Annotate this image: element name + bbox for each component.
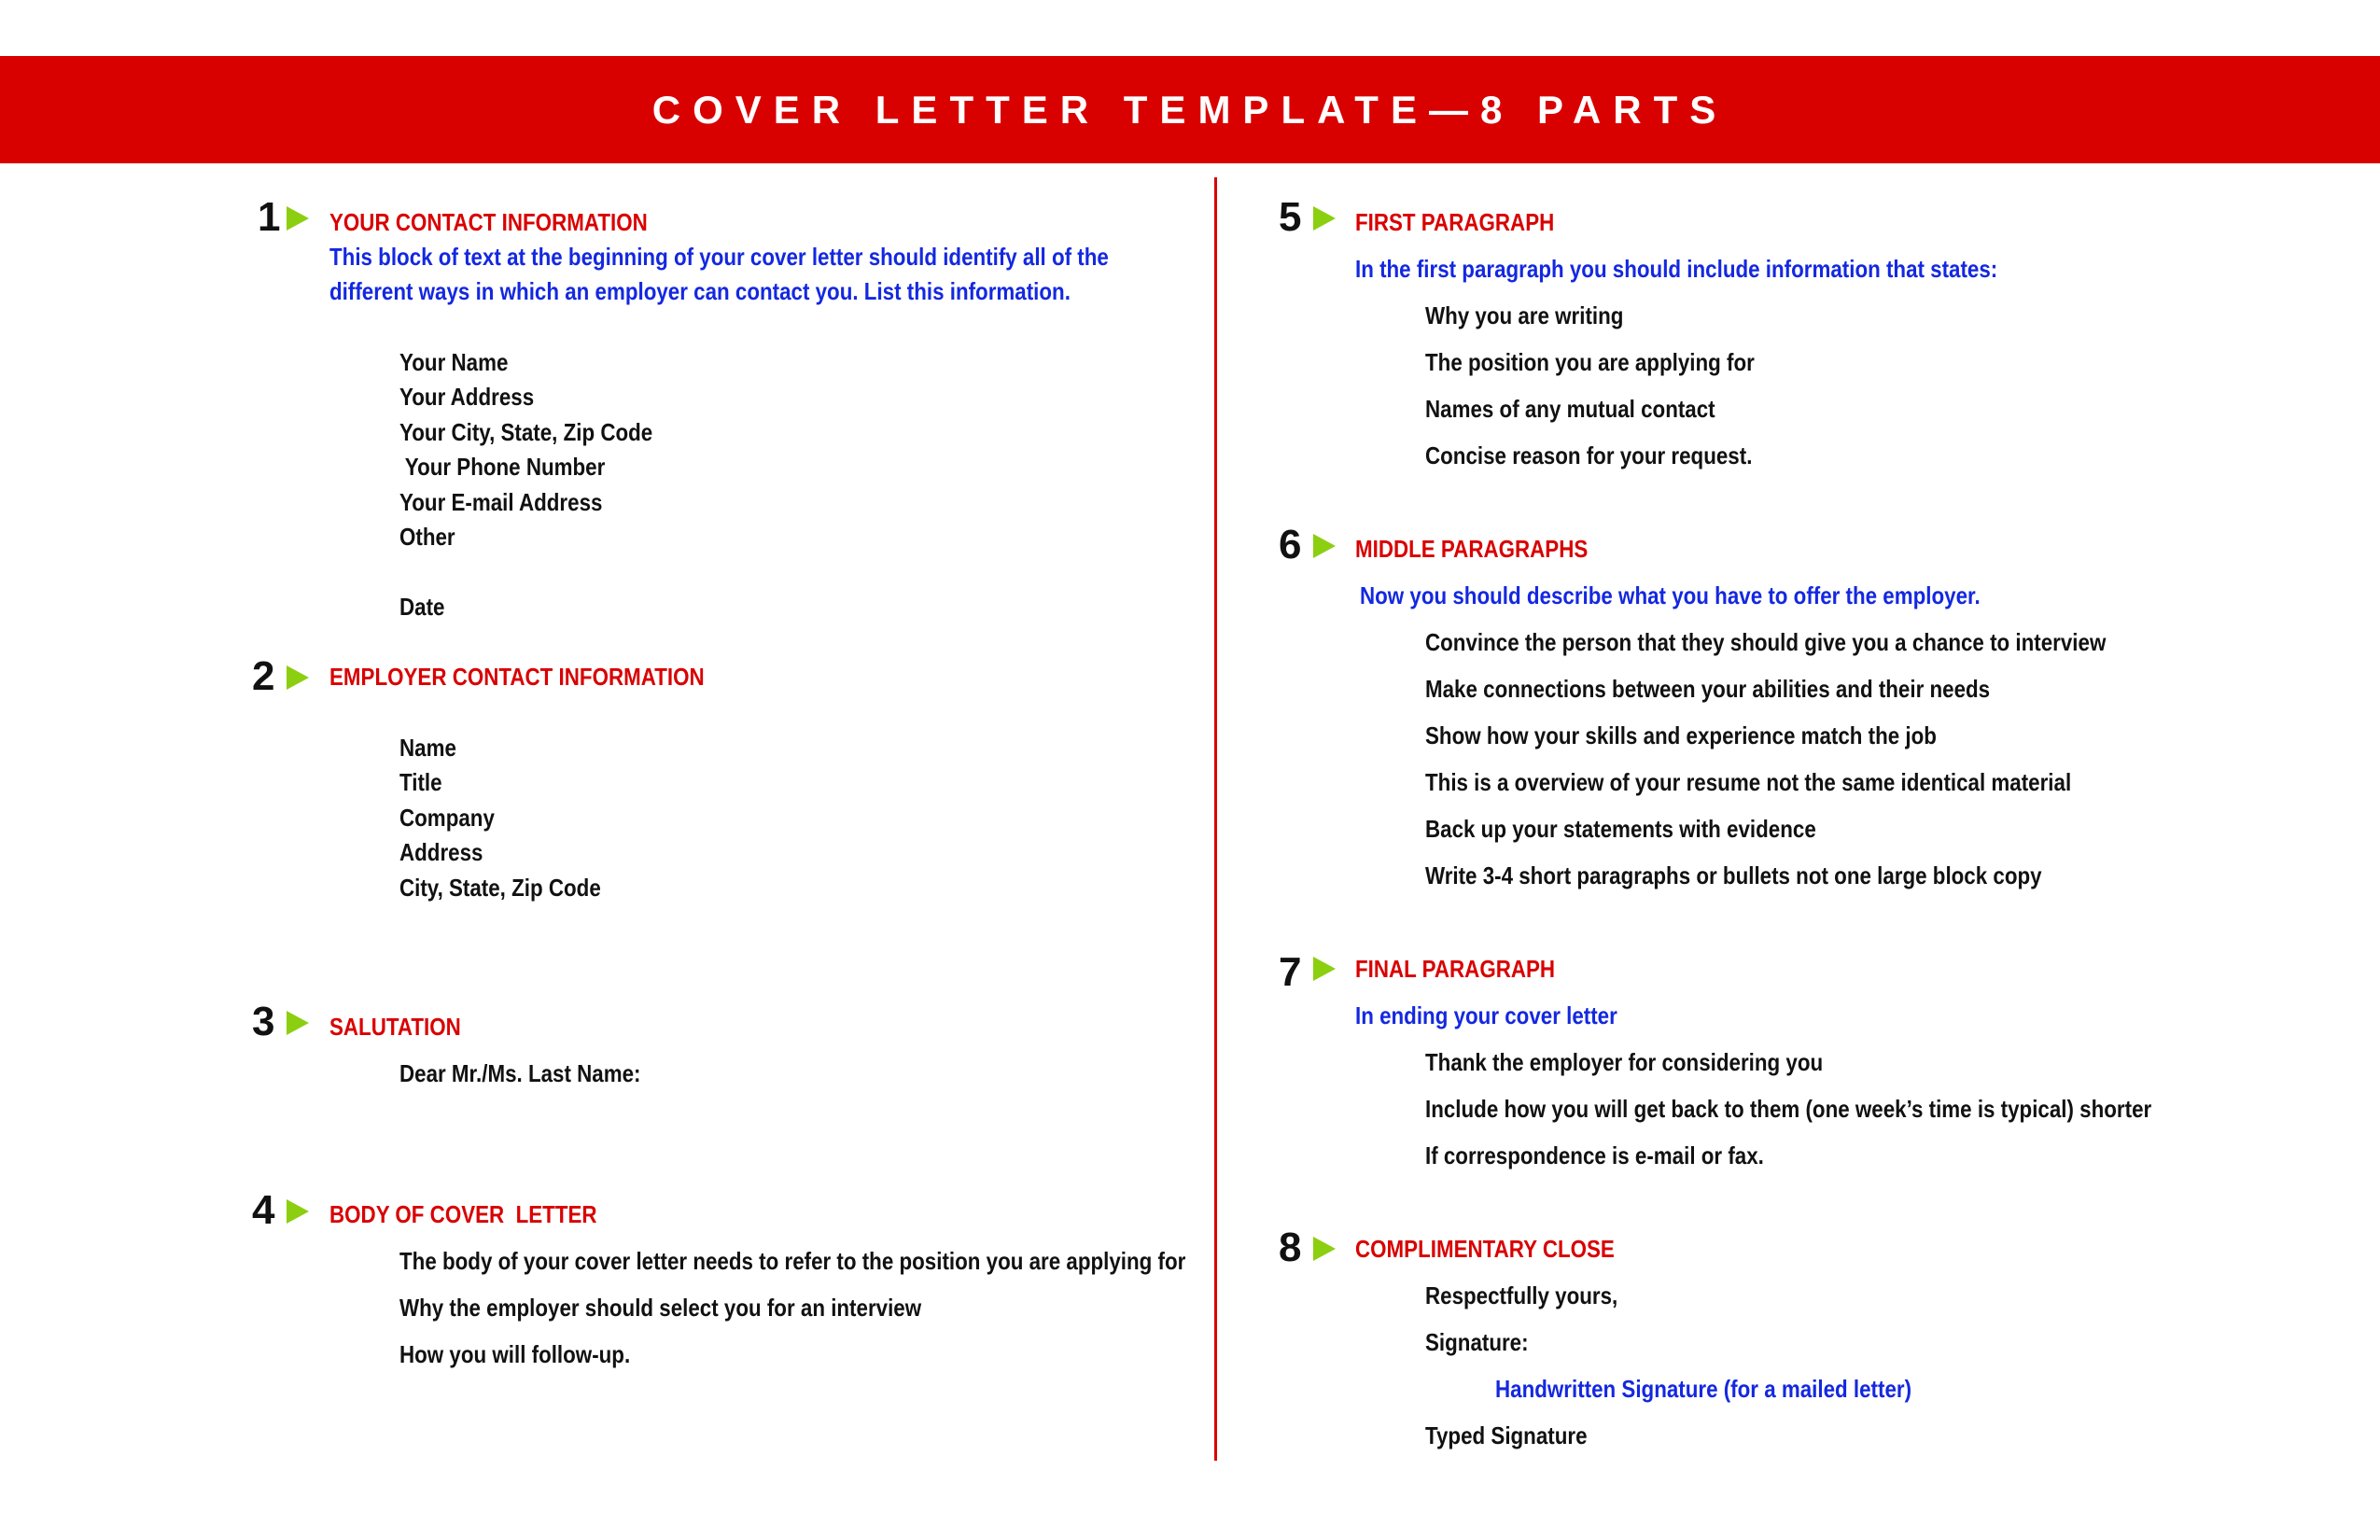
triangle-arrow-icon bbox=[287, 665, 309, 690]
list-item: Make connections between your abilities and their needs bbox=[1425, 675, 1991, 703]
list-item: Your Name bbox=[399, 348, 509, 376]
list-item: Write 3-4 short paragraphs or bullets not one large block copy bbox=[1425, 861, 2042, 889]
list-item: Your Phone Number bbox=[399, 453, 606, 481]
triangle-arrow-icon bbox=[287, 206, 309, 231]
list-item: The body of your cover letter needs to refer to the position you are applying for bbox=[399, 1247, 1186, 1275]
section-number: 6 bbox=[1279, 522, 1302, 567]
list-item: Name bbox=[399, 734, 456, 762]
section-heading: BODY OF COVER LETTER bbox=[329, 1200, 597, 1228]
list-item: Thank the employer for considering you bbox=[1425, 1048, 1824, 1076]
section-intro: In the first paragraph you should include information that states: bbox=[1355, 255, 1998, 283]
list-item: Address bbox=[399, 838, 483, 866]
list-item: Convince the person that they should give you a chance to interview bbox=[1425, 628, 2107, 656]
section-heading: MIDDLE PARAGRAPHS bbox=[1355, 535, 1589, 563]
triangle-arrow-icon bbox=[1313, 957, 1336, 981]
page-title: COVER LETTER TEMPLATE—8 PARTS bbox=[651, 88, 1729, 132]
list-item: Back up your statements with evidence bbox=[1425, 815, 1816, 843]
list-item: This is a overview of your resume not the same identical material bbox=[1425, 768, 2072, 796]
section-heading: SALUTATION bbox=[329, 1013, 461, 1041]
section-heading: FIRST PARAGRAPH bbox=[1355, 208, 1555, 236]
triangle-arrow-icon bbox=[1313, 534, 1336, 558]
section-intro-line: This block of text at the beginning of your cover letter should identify all of the bbox=[329, 243, 1109, 271]
list-item: The position you are applying for bbox=[1425, 348, 1755, 376]
section-heading: YOUR CONTACT INFORMATION bbox=[329, 208, 648, 236]
section-heading: EMPLOYER CONTACT INFORMATION bbox=[329, 663, 705, 691]
column-divider bbox=[1214, 177, 1217, 1461]
triangle-arrow-icon bbox=[1313, 1237, 1336, 1261]
section-intro: In ending your cover letter bbox=[1355, 1001, 1617, 1029]
section-number: 3 bbox=[252, 999, 275, 1044]
list-item: How you will follow-up. bbox=[399, 1340, 631, 1368]
sub-list-item: Handwritten Signature (for a mailed letter) bbox=[1495, 1375, 1912, 1403]
section-number: 2 bbox=[252, 653, 275, 699]
list-item: Typed Signature bbox=[1425, 1421, 1588, 1449]
section-number: 7 bbox=[1279, 949, 1302, 995]
list-item: Why the employer should select you for an interview bbox=[399, 1294, 922, 1322]
section-intro: Now you should describe what you have to offer the employer. bbox=[1360, 581, 1981, 609]
list-item: City, State, Zip Code bbox=[399, 874, 601, 902]
list-item: Other bbox=[399, 523, 455, 551]
section-heading: COMPLIMENTARY CLOSE bbox=[1355, 1235, 1615, 1263]
section-heading: FINAL PARAGRAPH bbox=[1355, 955, 1556, 983]
triangle-arrow-icon bbox=[287, 1199, 309, 1224]
section-intro-line: different ways in which an employer can contact you. List this information. bbox=[329, 277, 1071, 305]
section-number: 8 bbox=[1279, 1225, 1302, 1270]
list-item: If correspondence is e-mail or fax. bbox=[1425, 1141, 1764, 1169]
section-number: 1 bbox=[258, 194, 281, 240]
list-item: Respectfully yours, bbox=[1425, 1281, 1618, 1309]
list-item: Company bbox=[399, 804, 495, 832]
list-item: Your Address bbox=[399, 383, 535, 411]
list-item: Include how you will get back to them (one week’s time is typical) shorter bbox=[1425, 1095, 2152, 1123]
list-item: Names of any mutual contact bbox=[1425, 395, 1715, 423]
title-banner bbox=[0, 56, 2380, 163]
section-number: 4 bbox=[252, 1187, 275, 1233]
list-item: Dear Mr./Ms. Last Name: bbox=[399, 1059, 641, 1087]
list-item: Concise reason for your request. bbox=[1425, 441, 1753, 469]
list-item: Title bbox=[399, 768, 442, 796]
list-item: Signature: bbox=[1425, 1328, 1529, 1356]
triangle-arrow-icon bbox=[287, 1011, 309, 1035]
list-item: Why you are writing bbox=[1425, 301, 1624, 329]
triangle-arrow-icon bbox=[1313, 206, 1336, 231]
section-number: 5 bbox=[1279, 194, 1302, 240]
list-item: Your City, State, Zip Code bbox=[399, 418, 653, 446]
list-item: Show how your skills and experience match the job bbox=[1425, 721, 1937, 749]
date-item: Date bbox=[399, 593, 445, 621]
list-item: Your E-mail Address bbox=[399, 488, 603, 516]
